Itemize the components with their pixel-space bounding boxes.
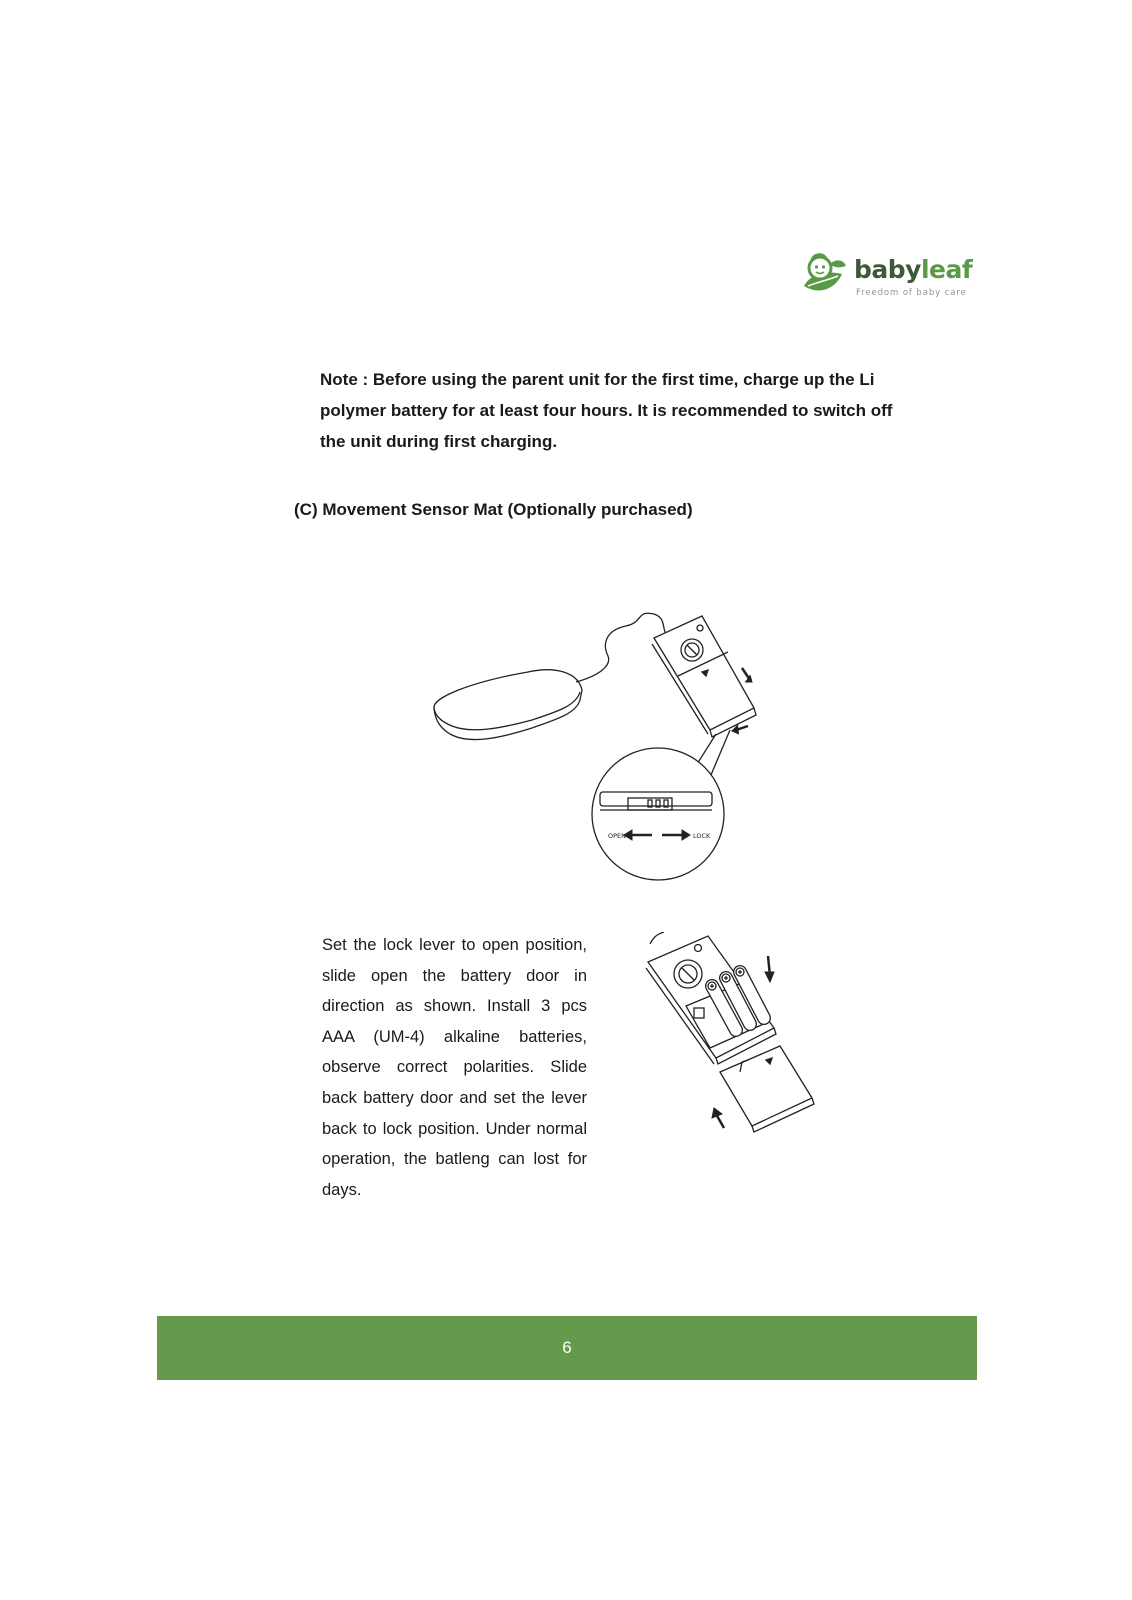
battery-instructions: Set the lock lever to open position, slide open the battery door in direction as shown. Install 3 pcs AAA (UM-4) alkaline batteries, observe correct polarities. Slide back battery door and set the lever back to lock position. Under normal operation, the batleng can lost for days. xyxy=(322,936,587,1199)
charging-note: Note : Before using the parent unit for the first time, charge up the Li polymer battery for at least four hours. It is recommended to switch off the unit during first charging. xyxy=(320,370,893,451)
brand-logo xyxy=(800,252,973,302)
lock-label: LOCK xyxy=(693,832,711,840)
baby-leaf-logo-icon xyxy=(800,252,852,298)
battery-installation-illustration xyxy=(640,932,840,1162)
brand-wordmark xyxy=(854,255,972,284)
footer-bar xyxy=(157,1316,977,1380)
brand-part2: leaf xyxy=(920,255,973,284)
page-number: 6 xyxy=(562,1338,572,1357)
sensor-mat-illustration xyxy=(430,610,790,885)
brand-tagline: Freedom of baby care xyxy=(856,288,967,298)
open-label: OPEN xyxy=(608,832,627,840)
section-heading: (C) Movement Sensor Mat (Optionally purchased) xyxy=(294,500,693,519)
brand-part1: baby xyxy=(854,255,921,284)
